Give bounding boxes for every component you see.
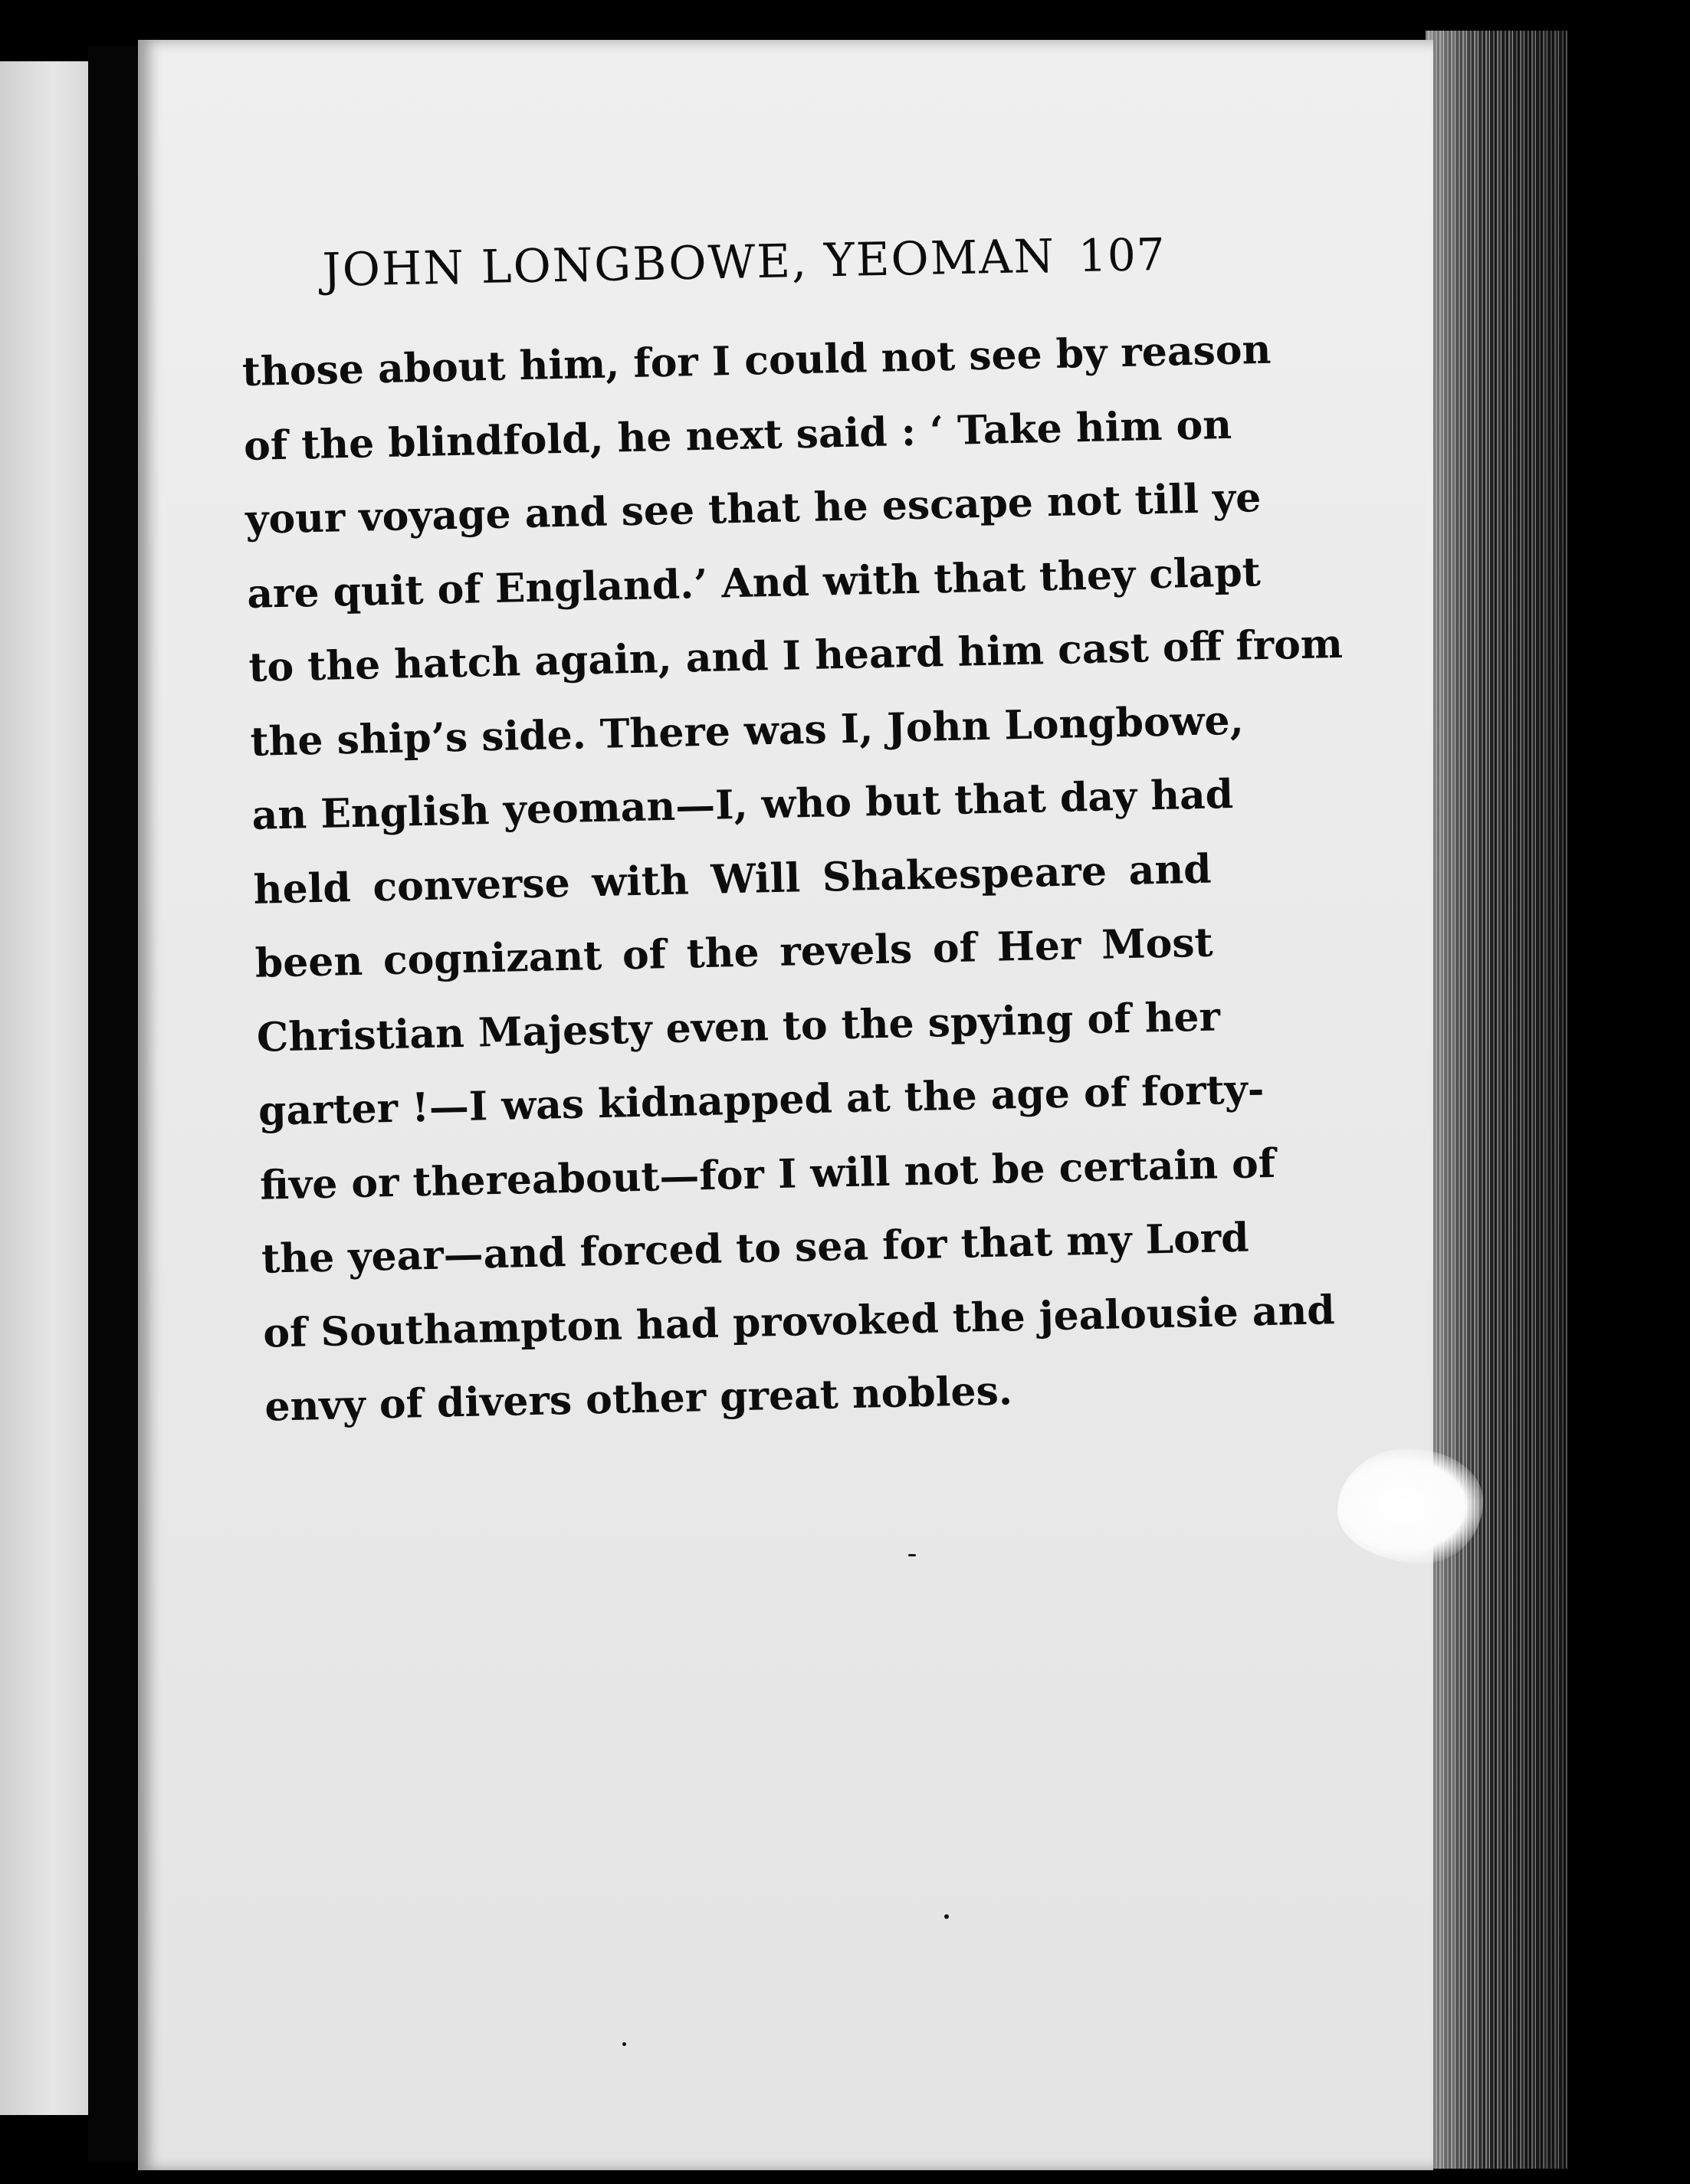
text-line: those about him, for I could not see by reason bbox=[241, 326, 1272, 395]
dust-speck bbox=[944, 1914, 949, 1919]
text-line: to the hatch again, and I heard him cast off from bbox=[248, 620, 1344, 691]
dust-speck bbox=[622, 2042, 626, 2046]
text-line: the ship’s side. There was I, John Longbowe, bbox=[249, 697, 1245, 766]
page-number: 107 bbox=[1078, 228, 1167, 283]
text-line: are quit of England.’ And with that they clapt bbox=[246, 548, 1262, 618]
text-line: envy of divers other great nobles. bbox=[264, 1367, 1013, 1431]
text-line: of Southampton had provoked the jealousie and bbox=[262, 1286, 1336, 1357]
text-line: held converse with Will Shakespeare and bbox=[253, 845, 1213, 913]
text-line: five or thereabout—for I will not be certain of bbox=[259, 1140, 1276, 1209]
dust-speck bbox=[908, 1554, 916, 1556]
text-line: an English yeoman—I, who but that day had bbox=[251, 770, 1234, 839]
book-gutter bbox=[88, 46, 142, 2161]
facing-page-edge bbox=[0, 61, 88, 2115]
text-line: of the blindfold, he next said : ‘ Take him on bbox=[243, 401, 1232, 470]
page-edges-shading bbox=[1426, 31, 1567, 2169]
text-line: Christian Majesty even to the spying of her bbox=[256, 992, 1221, 1061]
paper-blemish bbox=[1337, 1448, 1483, 1563]
text-line: your voyage and see that he escape not till ye bbox=[244, 474, 1262, 543]
body-paragraph bbox=[241, 315, 1344, 1445]
text-line: the year—and forced to sea for that my Lord bbox=[261, 1214, 1250, 1283]
text-line: been cognizant of the revels of Her Most bbox=[254, 919, 1214, 987]
running-head-title: JOHN LONGBOWE, YEOMAN bbox=[322, 229, 1056, 297]
text-line: garter !—I was kidnapped at the age of forty- bbox=[258, 1066, 1265, 1135]
